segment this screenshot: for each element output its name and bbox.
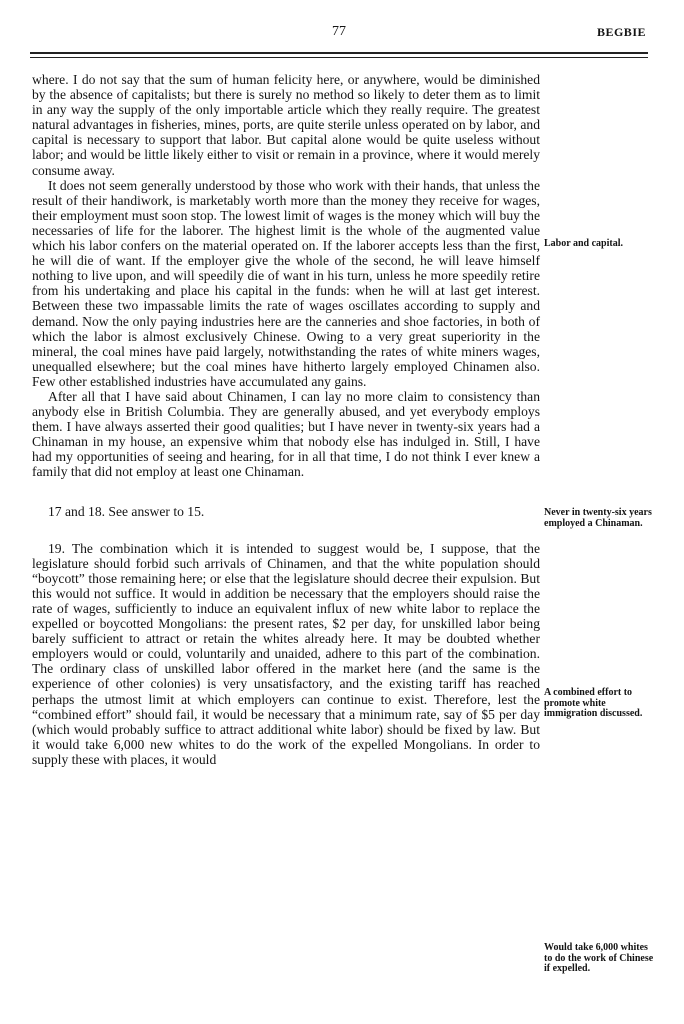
body-text — [32, 72, 540, 767]
margin-note-labor-capital: Labor and capital. — [544, 238, 623, 249]
paragraph-labor-capital: It does not seem generally understood by those who work with their hands, that unless the result of their handiwork, is marketably worth more than the money they receive for wages, their employment must soon stop. The lowest limit of wages is the money which will buy the necessaries of life for the laborer. The highest limit is the whole of the augmented value which his labor confers on the material operated on. If the laborer accepts less than the first, he will die of want. If the employer give the whole of the second, he will leave himself nothing to live upon, and will speedily die of want in his turn, unless he more speedily retire from his undertaking and place his capital in the funds: when he will at last get interest. Between these two impassable limits the rate of wages oscillates according to supply and demand. Now the only paying industries here are the canneries and shoe factories, in both of which the labor is almost exclusively Chinese. Owing to a very great superiority in the mineral, the coal mines have paid largely, notwithstanding the rates of white miners wages, unequalled elsewhere; but the coal mines have hitherto largely employed Chinamen also. Few other established industries have accumulated any gains. — [32, 177, 540, 389]
margin-note-six-thousand: Would take 6,000 whites to do the work of Chinese if expelled. — [544, 942, 654, 974]
header-rule-thin — [30, 57, 648, 58]
margin-note-never-employed: Never in twenty-six years employed a Chinaman. — [544, 507, 652, 529]
paragraph-answer-17-18: 17 and 18. See answer to 15. — [48, 503, 205, 519]
page-number: 77 — [332, 24, 346, 39]
margin-note-combined-effort: A combined effort to promote white immigration discussed. — [544, 687, 643, 719]
header-rule-thick — [30, 52, 648, 54]
paragraph-continuation: where. I do not say that the sum of human felicity here, or anywhere, would be diminished by the absence of capitalists; but there is surely no method so likely to deter them as to limit in any way the supply of the only importable article which they really require. The greatest natural advantages in fisheries, mines, ports, are quite sterile unless operated on by labor, and capital is necessary to support that labor. But capital alone would be quite useless without labor; and would be little likely either to visit or remain in a province, where it would merely consume away. — [32, 72, 540, 178]
paragraph-chinamen: After all that I have said about Chinamen, I can lay no more claim to consistency than anybody else in British Columbia. They are generally abused, and yet everybody employs them. I have always asserted their good qualities; but I have never in twenty-six years had a Chinaman in my house, an expensive whim that nobody else has indulged in. Still, I have had my opportunities of seeing and hearing, for in all that time, I do not think I ever knew a family that did not employ at least one Chinaman. — [32, 388, 540, 480]
running-head: BEGBIE — [596, 25, 646, 39]
page-header — [30, 24, 648, 46]
paragraph-answer-19: 19. The combination which it is intended to suggest would be, I suppose, that the legislature should forbid such arrivals of Chinamen, and that the white population should “boycott” those remaining here; or else that the legislature should decree their expulsion. But this would not suffice. It would in addition be necessary that the employers should raise the rate of wages, sufficiently to induce an equivalent influx of new white labor to replace the expelled or boycotted Mongolians: the present rates, $2 per day, for unskilled labor being barely sufficient to attract or retain the whites already here. It may be doubted whether employers would or could, voluntarily and unaided, adhere to this part of the combination. The ordinary class of unskilled labor offered in the market here (and the same is the experience of other colonies) is very unsatisfactory, and the existing tariff has reached perhaps the utmost limit at which employers can continue to exist. Therefore, lest the “combined effort” should fail, it would be necessary that a minimum rate, say of $5 per day (which would probably suffice to attract additional white labor) should be fixed by law. But it would take 6,000 new whites to do the work of the expelled Mongolians. In order to supply these with places, it would — [32, 540, 540, 767]
